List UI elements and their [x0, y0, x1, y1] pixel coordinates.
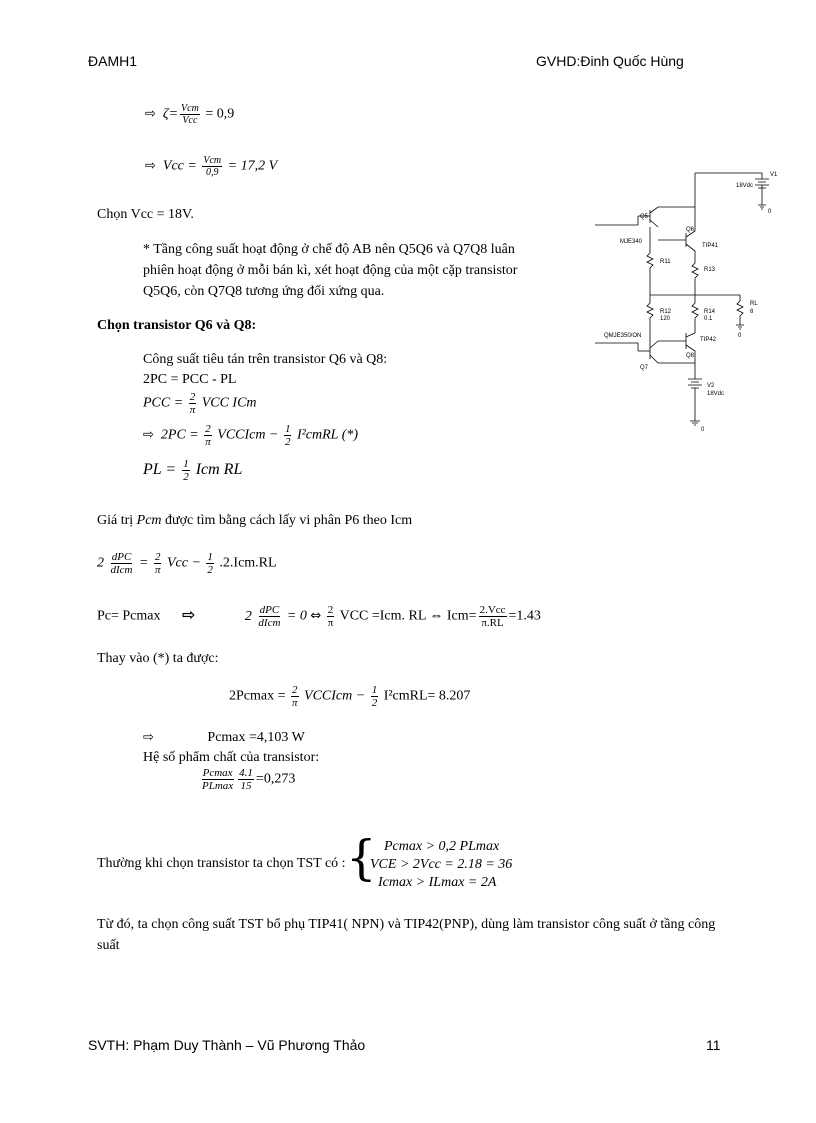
label-ground-1: 0 [768, 209, 772, 215]
condition-list [370, 838, 512, 892]
eq-num: 1 [284, 423, 291, 435]
eq-den: π [292, 697, 298, 709]
label-r12: R12 [660, 309, 672, 315]
eq-sign: = [139, 555, 149, 571]
label-r14-value: 0.1 [704, 316, 713, 322]
eq-den: 2 [284, 436, 291, 448]
page-number: 11 [706, 1037, 721, 1053]
pcmax-line [143, 730, 305, 746]
quality-line: Hệ số phẩm chất của transistor: [143, 750, 320, 765]
eq-lhs: PCC = [143, 395, 184, 411]
eq-den: Vcc [182, 115, 198, 126]
stage-paragraph: * Tầng công suất hoạt động ở chế độ AB nên Q5Q6 và Q7Q8 luân phiên hoạt động ở mỗi bán kì, xét hoạt động của một cặp transistor Q5Q6, còn Q7Q8 tương ứng đối xứng qua. [143, 242, 518, 299]
label-ground-3: 0 [701, 427, 705, 433]
eq-den: π [154, 564, 161, 576]
implies-arrow-icon: ⇨ [145, 158, 156, 174]
pc-max-lhs: Pc= Pcmax [97, 608, 161, 624]
label-r14: R14 [704, 309, 716, 315]
eq-den: 0,9 [205, 167, 219, 178]
eq-den: 2 [371, 697, 378, 709]
eq-num: Pcmax [202, 767, 233, 779]
conclusion-paragraph: Từ đó, ta chọn công suất TST bổ phụ TIP41( NPN) và TIP42(PNP), dùng làm transistor công suất ở tầng công suất [97, 917, 716, 953]
eq-num: 4.1 [239, 767, 253, 779]
label-q5: Q5 [640, 214, 649, 220]
label-r13: R13 [704, 267, 716, 273]
equivalent-icon: ⇔ [310, 608, 322, 624]
substitute-line: Thay vào (*) ta được: [97, 651, 219, 666]
eq-2pcmax [229, 684, 470, 709]
eq-num: 1 [183, 458, 189, 470]
eq-2pc: 2PC = PCC - PL [143, 372, 237, 387]
eq-zero: = 0 [286, 608, 307, 624]
eq-lhs: Vcc = [162, 158, 197, 174]
eq-den: 2 [183, 471, 189, 483]
eq-lhs: ζ= [162, 106, 179, 122]
eq-lhs: 2Pcmax = [229, 688, 286, 704]
label-ground-2: 0 [738, 333, 742, 339]
eq-rhs: = 17,2 V [227, 158, 278, 174]
eq-derivative [97, 551, 277, 576]
eq-rhs: .2.Icm.RL [219, 555, 277, 571]
label-q8: Q8 [686, 353, 695, 359]
label-rl-value: 8 [750, 309, 754, 315]
power-stage-schematic [590, 165, 790, 435]
implies-arrow-icon: ⇨ [145, 106, 156, 122]
eq-num: 2 [292, 684, 298, 696]
eq-num: dPC [111, 551, 132, 563]
eq-rhs: I²cmRL= 8.207 [383, 688, 471, 704]
label-rl: RL [750, 301, 758, 307]
implies-arrow-icon: ⇨ [143, 730, 154, 745]
eq-rhs: =0,273 [255, 771, 296, 787]
quality-eq [199, 767, 295, 792]
eq-lhs: PL = [143, 461, 177, 479]
eq-num: 1 [207, 551, 213, 563]
eq-coef: 2 [97, 555, 104, 571]
condition-2: VCE > 2Vcc = 2.18 = 36 [370, 857, 513, 872]
pcm-post: được tìm bằng cách lấy vi phân P6 theo Icm [165, 513, 413, 528]
label-tip42: TIP42 [700, 337, 717, 343]
eq-num: Vcm [181, 103, 199, 114]
eq-num: 1 [371, 684, 378, 696]
dissipation-line: Công suất tiêu tán trên transistor Q6 và Q8: [143, 352, 388, 367]
pcm-pre: Giá trị [97, 513, 134, 528]
eq-den: π [327, 617, 334, 629]
section-title: Chọn transistor Q6 và Q8: [97, 318, 257, 333]
implies-arrow-icon: ⇨ [182, 604, 196, 624]
eq-lhs: 2PC = [160, 427, 199, 443]
eq-num: 2 [205, 423, 211, 435]
header-left: ĐAMH1 [88, 53, 138, 69]
pcm-line [97, 513, 412, 529]
eq-mid: VCCIcm − [304, 688, 366, 704]
eq-den: π [189, 404, 196, 416]
eq-den: dIcm [110, 564, 133, 576]
pc-max-rhs: =1.43 [508, 608, 541, 624]
eq-num: 2 [154, 551, 161, 563]
eq-rhs: VCC ICm [201, 395, 257, 411]
pcmax-value: Pcmax =4,103 W [207, 730, 305, 745]
eq-den: 15 [240, 780, 252, 792]
eq-rhs: I²cmRL (*) [296, 427, 359, 443]
label-v1-value: 18Vdc [736, 183, 754, 189]
eq-den: dIcm [258, 617, 281, 629]
eq-den: 2 [207, 564, 213, 576]
label-tip41: TIP41 [702, 243, 719, 249]
label-v2-value: 18Vdc [707, 391, 725, 397]
pc-max-mid: VCC =Icm. RL ⇔ Icm= [339, 608, 477, 624]
equation-zeta [145, 103, 234, 126]
header-right: GVHD:Đinh Quốc Hùng [536, 53, 684, 69]
eq-pcc [143, 391, 257, 416]
eq-rhs: = 0,9 [205, 106, 235, 122]
label-v2: V2 [707, 383, 715, 389]
equation-vcc [145, 155, 277, 178]
eq-den: PLmax [202, 780, 234, 792]
eq-num: 2 [327, 604, 334, 616]
eq-rhs: Icm RL [195, 461, 243, 479]
eq-mid: VCCIcm − [217, 427, 279, 443]
eq-num: 2 [189, 391, 196, 403]
eq-pl [143, 458, 242, 483]
implies-arrow-icon: ⇨ [143, 427, 154, 443]
eq-mid: Vcc − [166, 555, 201, 571]
eq-num: dPC [259, 604, 280, 616]
eq-den: π.RL [481, 617, 504, 629]
eq-2pc-full [143, 423, 358, 448]
label-qmje350: QMJE350/ON [604, 333, 642, 339]
choose-condition-line: Thường khi chọn transistor ta chọn TST có : [97, 856, 346, 871]
choose-vcc-text: Chọn Vcc = 18V. [97, 207, 194, 222]
eq-num: 2.Vcc [479, 604, 506, 616]
label-mje340: MJE340 [620, 239, 643, 245]
label-r11: R11 [660, 259, 671, 265]
eq-den: π [205, 436, 211, 448]
condition-3: Icmax > ILmax = 2A [378, 875, 497, 890]
pcm-symbol: Pcm [136, 513, 162, 528]
condition-brace-icon: { [346, 830, 377, 886]
pc-max-line: Pc= Pcmax ⇨ 2 $\frac{\text{dPC}}{\text{dIcm}}$ = 0 ⇔ $\frac{2}{\pi}$ VCC =Icm. RL ⇔ Icm= $\frac{\text{2.Vcc}}{\pi.RL}$ =1.43 [97, 604, 541, 629]
label-q7: Q7 [640, 365, 649, 371]
eq-num: Vcm [203, 155, 222, 166]
condition-1: Pcmax > 0,2 PLmax [384, 839, 500, 854]
label-q6: Q6 [686, 227, 695, 233]
label-r12-value: 120 [660, 316, 671, 322]
label-v1: V1 [770, 172, 778, 178]
footer-left: SVTH: Phạm Duy Thành – Vũ Phương Thảo [88, 1037, 366, 1053]
